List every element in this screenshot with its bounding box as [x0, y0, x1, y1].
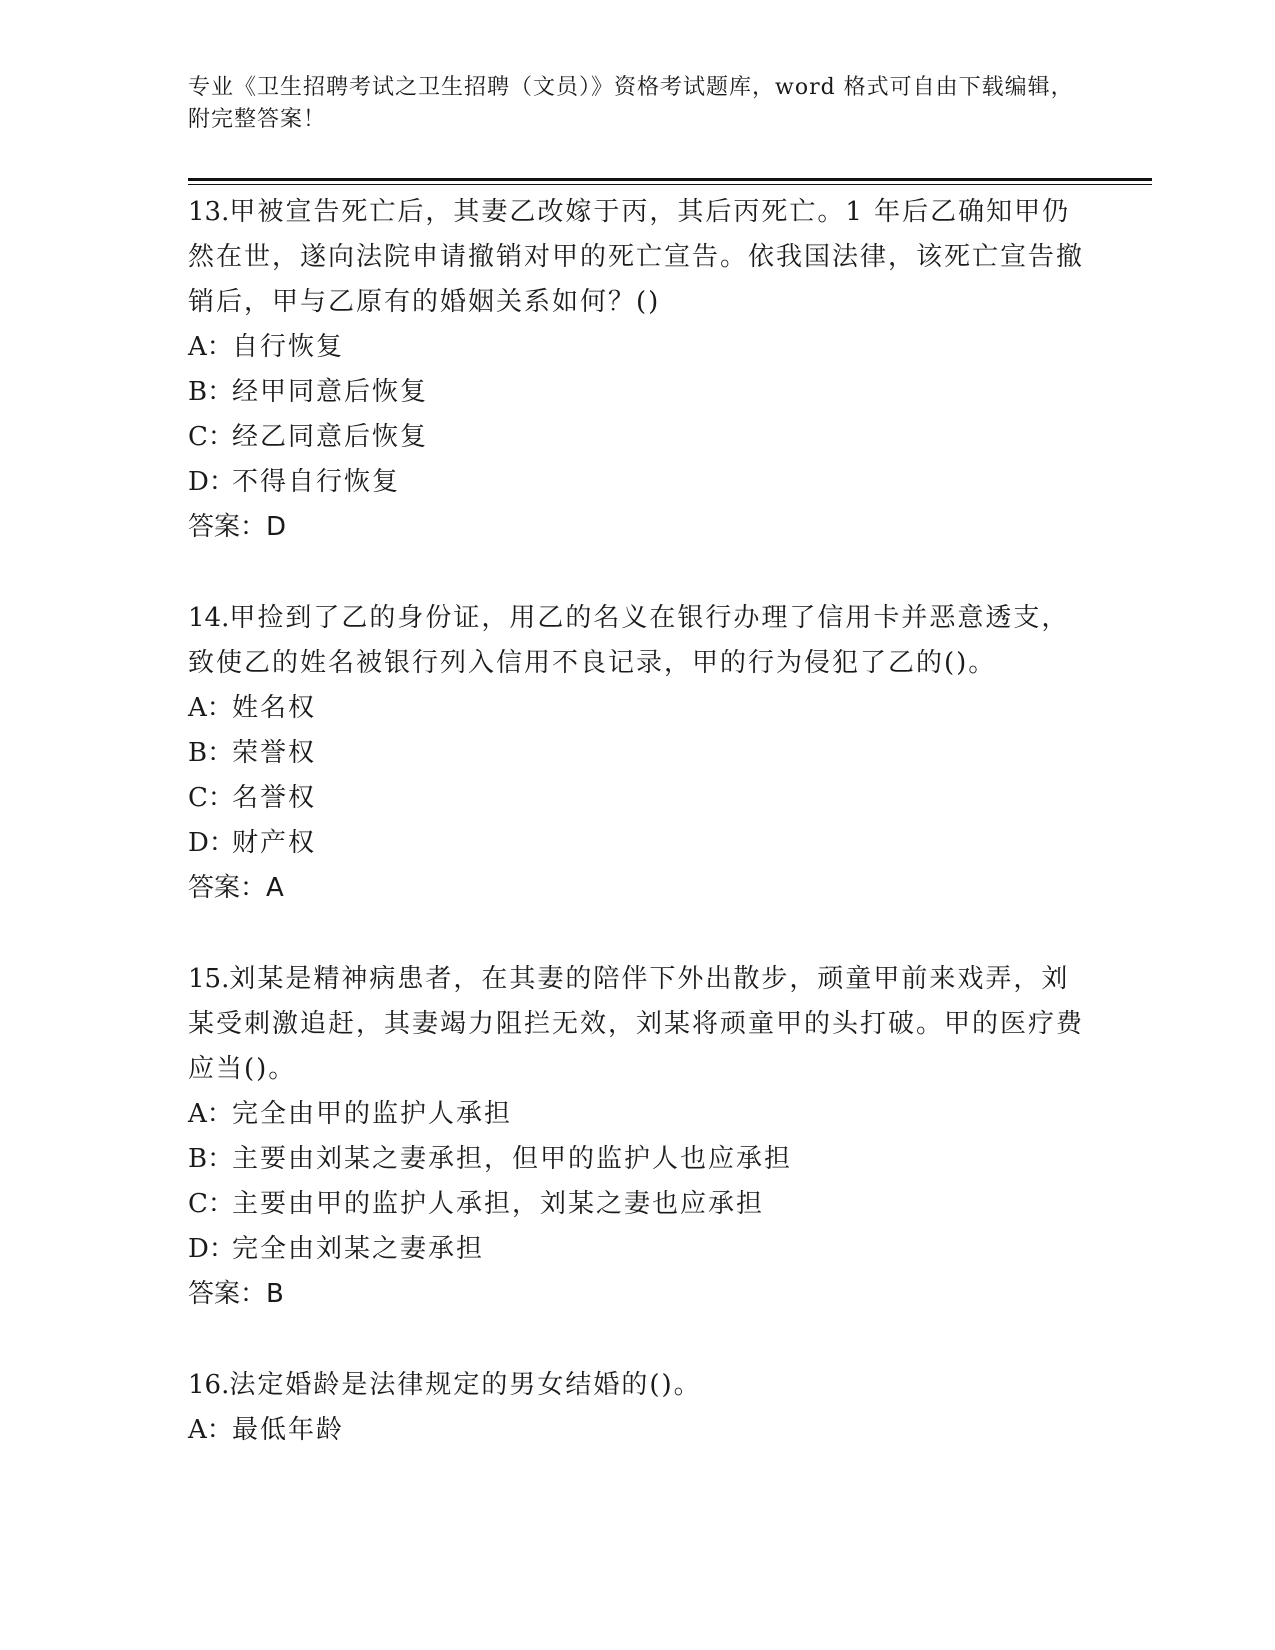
option-c	[188, 415, 1088, 460]
question-text: 法定婚龄是法律规定的男女结婚的()。	[229, 1370, 702, 1400]
option-c	[188, 776, 1088, 821]
question-number: 14.	[188, 603, 230, 633]
question-number: 13.	[188, 197, 230, 227]
option-text: 不得自行恢复	[232, 467, 401, 497]
question-text: 甲捡到了乙的身份证，用乙的名义在银行办理了信用卡并恶意透支，致使乙的姓名被银行列入信用不良记录，甲的行为侵犯了乙的()。	[188, 603, 1070, 678]
option-text: 主要由甲的监护人承担，刘某之妻也应承担	[232, 1189, 765, 1219]
option-key: D：	[188, 1234, 235, 1264]
option-key: A：	[188, 332, 233, 362]
question-number: 15.	[188, 964, 230, 994]
option-key: C：	[188, 1189, 234, 1219]
option-key: D：	[188, 467, 235, 497]
option-key: C：	[188, 783, 234, 813]
option-b	[188, 370, 1088, 415]
option-key: B：	[188, 377, 234, 407]
question-13	[188, 190, 1088, 550]
question-stem	[188, 1363, 1088, 1408]
option-d	[188, 1227, 1088, 1272]
option-key: A：	[188, 1099, 233, 1129]
header-rule-thin	[188, 184, 1152, 185]
option-key: B：	[188, 738, 234, 768]
option-key: A：	[188, 1415, 233, 1445]
header-title: 专业《卫生招聘考试之卫生招聘（文员）》资格考试题库，word 格式可自由下载编辑，附完整答案！	[188, 75, 1074, 132]
question-text: 刘某是精神病患者，在其妻的陪伴下外出散步，顽童甲前来戏弄，刘某受刺激追赶，其妻竭力阻拦无效，刘某将顽童甲的头打破。甲的医疗费应当()。	[188, 964, 1085, 1084]
answer-line: 答案：D	[188, 512, 287, 542]
question-15	[188, 957, 1088, 1317]
option-key: C：	[188, 422, 234, 452]
option-text: 自行恢复	[232, 332, 345, 362]
question-stem	[188, 190, 1088, 325]
option-a	[188, 686, 1088, 731]
option-a	[188, 325, 1088, 370]
option-a	[188, 1408, 1088, 1453]
option-b	[188, 1137, 1088, 1182]
answer-line: 答案：B	[188, 1279, 284, 1309]
question-stem	[188, 596, 1088, 686]
option-c	[188, 1182, 1088, 1227]
option-key: B：	[188, 1144, 234, 1174]
option-text: 完全由甲的监护人承担	[232, 1099, 513, 1129]
answer-line: 答案：A	[188, 873, 284, 903]
header-rule-thick	[188, 178, 1152, 181]
option-d	[188, 460, 1088, 505]
option-key: A：	[188, 693, 233, 723]
option-key: D：	[188, 828, 235, 858]
option-text: 财产权	[232, 828, 317, 858]
question-text: 甲被宣告死亡后，其妻乙改嫁于丙，其后丙死亡。1 年后乙确知甲仍然在世，遂向法院申请撤销对甲的死亡宣告。依我国法律，该死亡宣告撤销后，甲与乙原有的婚姻关系如何？()	[188, 197, 1085, 317]
document-header	[188, 72, 1088, 136]
option-b	[188, 731, 1088, 776]
question-16	[188, 1363, 1088, 1453]
option-d	[188, 821, 1088, 866]
option-a	[188, 1092, 1088, 1137]
option-text: 姓名权	[232, 693, 317, 723]
option-text: 经甲同意后恢复	[232, 377, 429, 407]
question-stem	[188, 957, 1088, 1092]
question-14	[188, 596, 1088, 911]
question-list	[188, 190, 1088, 1499]
option-text: 完全由刘某之妻承担	[232, 1234, 485, 1264]
option-text: 经乙同意后恢复	[232, 422, 429, 452]
question-number: 16.	[188, 1370, 230, 1400]
option-text: 主要由刘某之妻承担，但甲的监护人也应承担	[232, 1144, 793, 1174]
option-text: 名誉权	[232, 783, 317, 813]
option-text: 最低年龄	[232, 1415, 345, 1445]
option-text: 荣誉权	[232, 738, 317, 768]
